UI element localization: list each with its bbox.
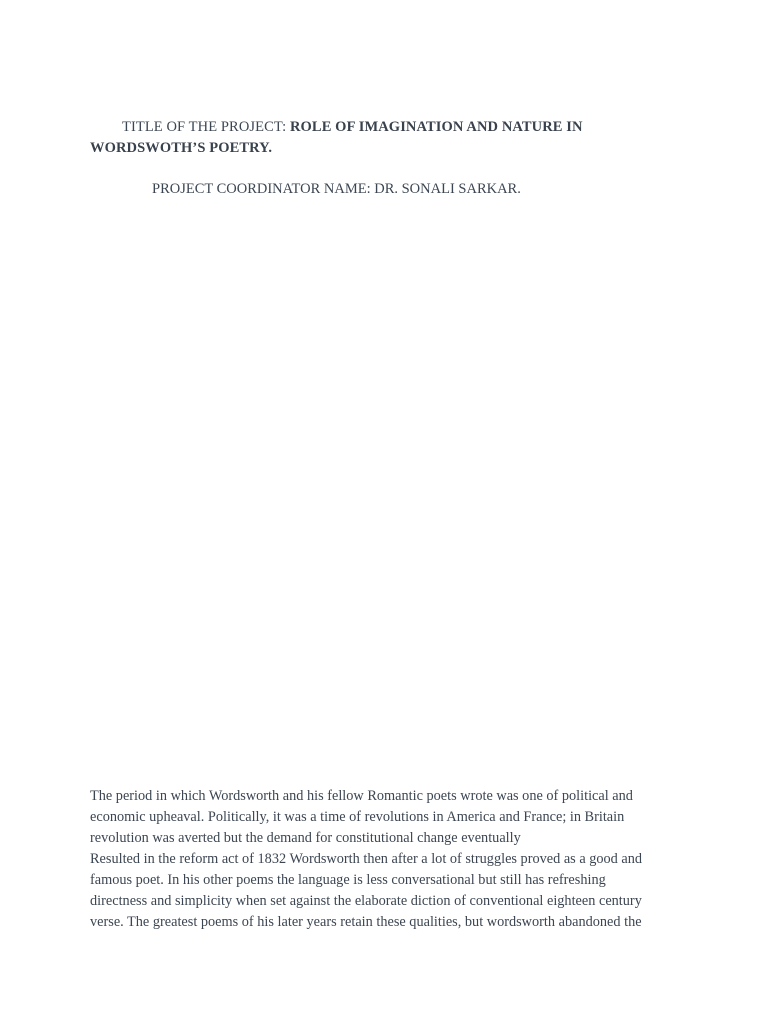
title-line-1 [90,117,690,138]
title-text-part-1: ROLE OF IMAGINATION AND NATURE IN [289,119,583,135]
body-line: The period in which Wordsworth and his fellow Romantic poets wrote was one of political and [90,788,633,804]
body-line: Resulted in the reform act of 1832 Wordsworth then after a lot of struggles proved as a good and [90,851,643,867]
body-line: economic upheaval. Politically, it was a time of revolutions in America and France; in Britain [90,809,625,825]
title-label: TITLE OF THE PROJECT: [122,119,290,135]
body-line: revolution was averted but the demand for constitutional change eventually [90,830,521,846]
body-line: directness and simplicity when set against the elaborate diction of conventional eighteen century [90,893,642,909]
project-coordinator: PROJECT COORDINATOR NAME: DR. SONALI SARKAR. [152,181,521,197]
body-line: famous poet. In his other poems the language is less conversational but still has refreshing [90,872,606,888]
project-title [90,117,690,159]
body-paragraph [90,786,670,933]
title-text-part-2: WORDSWOTH’S POETRY. [90,140,273,156]
body-line: verse. The greatest poems of his later years retain these qualities, but wordsworth abandoned the [90,914,642,930]
